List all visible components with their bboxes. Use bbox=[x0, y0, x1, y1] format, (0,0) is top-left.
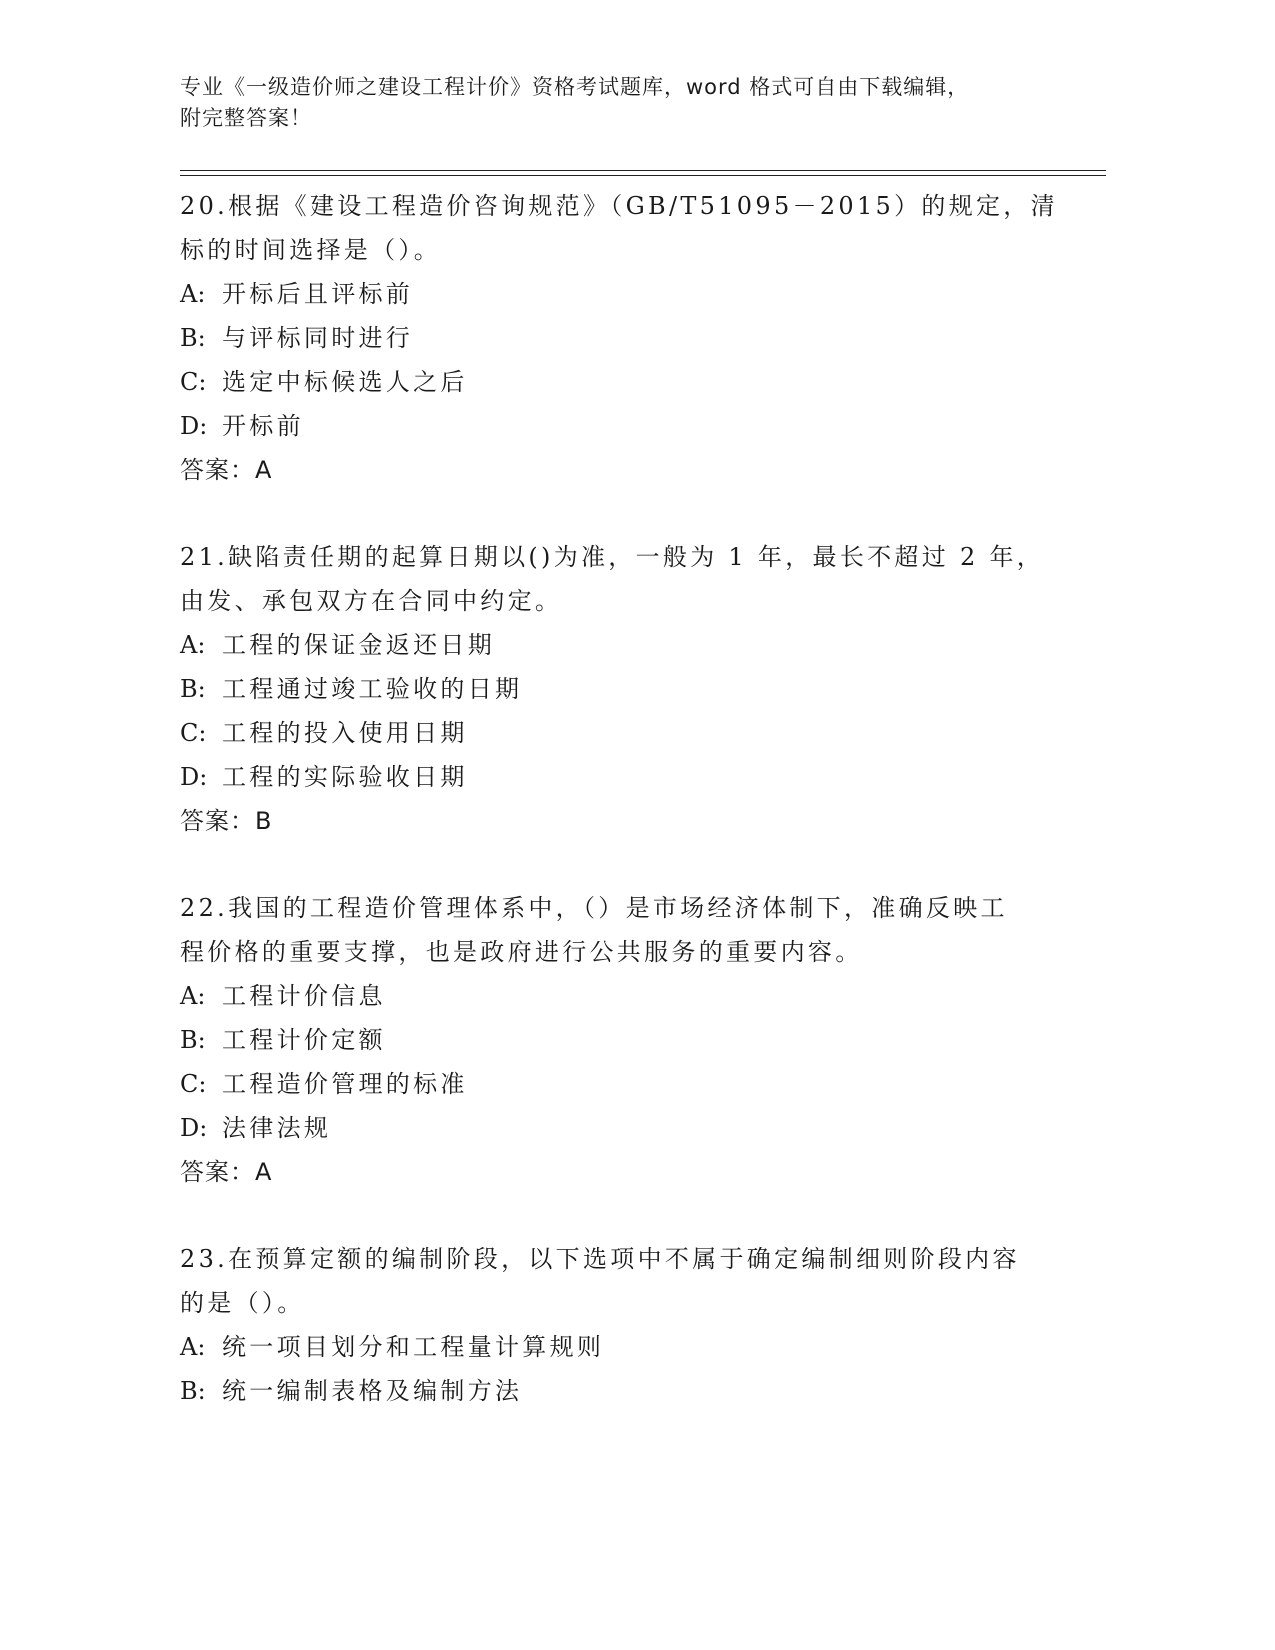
option-text: 工程的投入使用日期 bbox=[222, 719, 468, 747]
question-text: 22.我国的工程造价管理体系中，（）是市场经济体制下，准确反映工 bbox=[180, 894, 1008, 922]
option-letter: D: bbox=[180, 1114, 208, 1142]
option-d bbox=[180, 755, 1080, 799]
option-text: 工程计价定额 bbox=[222, 1026, 386, 1054]
option-b bbox=[180, 316, 1080, 360]
option-letter: A: bbox=[180, 631, 206, 659]
option-text: 开标后且评标前 bbox=[222, 280, 414, 308]
option-letter: B: bbox=[180, 675, 206, 703]
question-text: 的是（）。 bbox=[180, 1289, 305, 1317]
option-text: 工程造价管理的标准 bbox=[222, 1070, 468, 1098]
question-text: 由发、承包双方在合同中约定。 bbox=[180, 587, 563, 615]
option-text: 开标前 bbox=[222, 412, 304, 440]
answer-line: 答案：B bbox=[180, 807, 273, 835]
option-letter: D: bbox=[180, 763, 208, 791]
option-letter: C: bbox=[180, 719, 207, 747]
option-letter: A: bbox=[180, 982, 206, 1010]
answer-line: 答案：A bbox=[180, 1158, 273, 1186]
option-text: 与评标同时进行 bbox=[222, 324, 414, 352]
option-letter: C: bbox=[180, 1070, 207, 1098]
answer-line: 答案：A bbox=[180, 456, 273, 484]
question-text: 20.根据《建设工程造价咨询规范》（GB/T51095－2015）的规定，清 bbox=[180, 192, 1058, 220]
question-item bbox=[180, 184, 1080, 492]
option-b bbox=[180, 1018, 1080, 1062]
header-divider bbox=[180, 170, 1106, 171]
option-letter: B: bbox=[180, 1026, 206, 1054]
document-header bbox=[180, 72, 1080, 134]
option-letter: D: bbox=[180, 412, 208, 440]
header-line: 附完整答案！ bbox=[180, 106, 312, 130]
question-list bbox=[180, 184, 1080, 1456]
option-text: 工程计价信息 bbox=[222, 982, 386, 1010]
header-divider bbox=[180, 175, 1106, 176]
option-text: 工程的实际验收日期 bbox=[222, 763, 468, 791]
option-c bbox=[180, 711, 1080, 755]
option-a bbox=[180, 272, 1080, 316]
question-item bbox=[180, 1237, 1080, 1413]
option-letter: C: bbox=[180, 368, 207, 396]
question-item bbox=[180, 886, 1080, 1194]
option-text: 统一项目划分和工程量计算规则 bbox=[222, 1333, 605, 1361]
option-b bbox=[180, 1369, 1080, 1413]
question-item bbox=[180, 535, 1080, 843]
option-a bbox=[180, 623, 1080, 667]
question-text: 23.在预算定额的编制阶段，以下选项中不属于确定编制细则阶段内容 bbox=[180, 1245, 1020, 1273]
option-a bbox=[180, 1325, 1080, 1369]
option-text: 法律法规 bbox=[222, 1114, 332, 1142]
option-letter: A: bbox=[180, 1333, 206, 1361]
option-letter: A: bbox=[180, 280, 206, 308]
question-text: 21.缺陷责任期的起算日期以()为准，一般为 1 年，最长不超过 2 年， bbox=[180, 543, 1045, 571]
option-text: 统一编制表格及编制方法 bbox=[222, 1377, 523, 1405]
option-b bbox=[180, 667, 1080, 711]
option-c bbox=[180, 360, 1080, 404]
option-text: 工程的保证金返还日期 bbox=[222, 631, 495, 659]
option-letter: B: bbox=[180, 1377, 206, 1405]
option-text: 工程通过竣工验收的日期 bbox=[222, 675, 523, 703]
option-text: 选定中标候选人之后 bbox=[222, 368, 468, 396]
option-c bbox=[180, 1062, 1080, 1106]
header-line: 专业《一级造价师之建设工程计价》资格考试题库，word 格式可自由下载编辑， bbox=[180, 75, 970, 99]
question-text: 程价格的重要支撑，也是政府进行公共服务的重要内容。 bbox=[180, 938, 863, 966]
option-d bbox=[180, 1106, 1080, 1150]
option-letter: B: bbox=[180, 324, 206, 352]
option-a bbox=[180, 974, 1080, 1018]
option-d bbox=[180, 404, 1080, 448]
question-text: 标的时间选择是（）。 bbox=[180, 236, 441, 264]
